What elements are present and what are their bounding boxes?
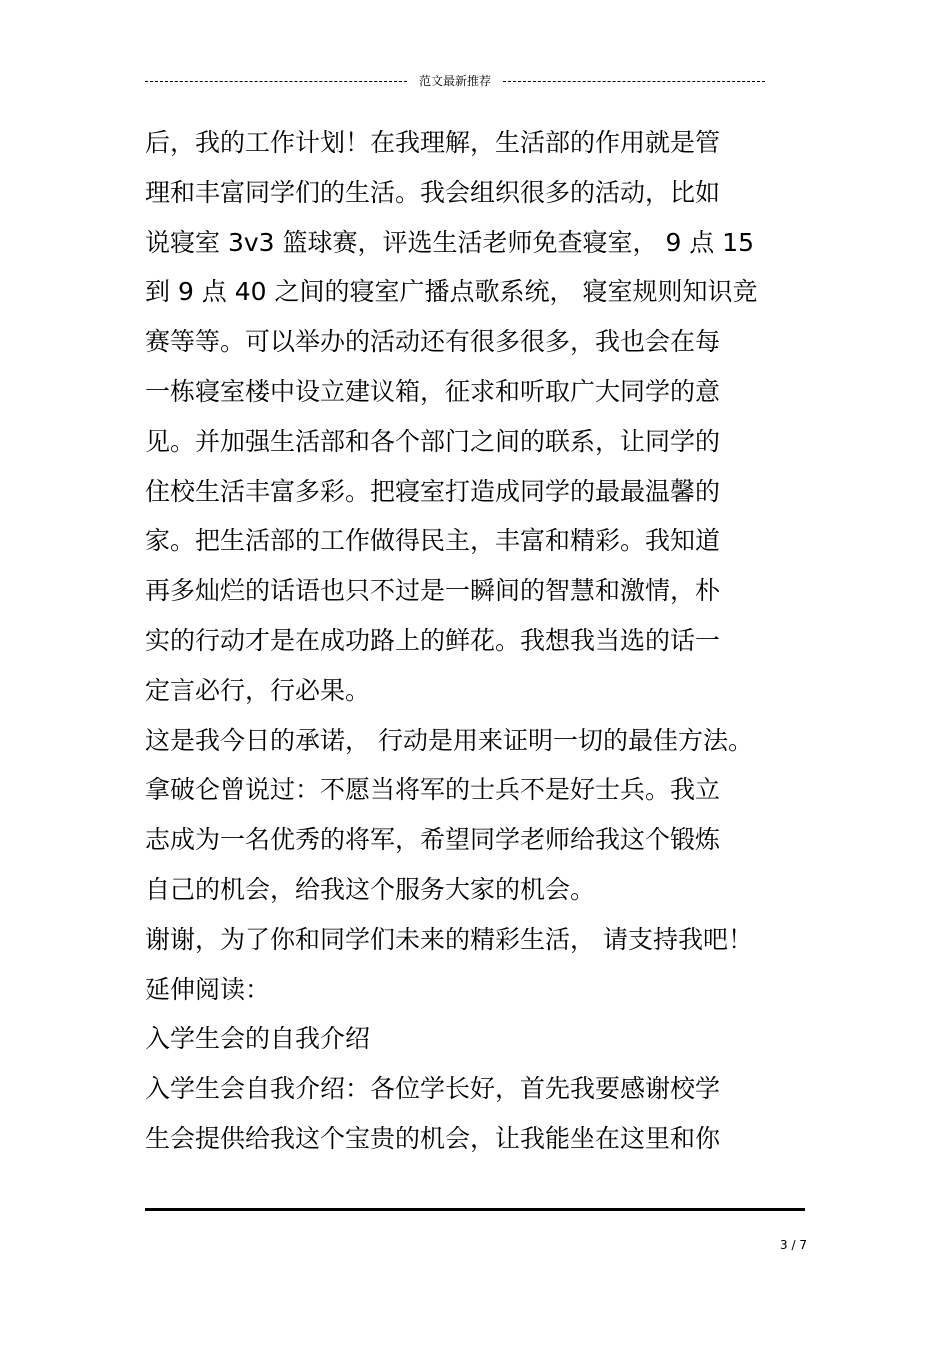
header-dashed-rule-right [503,81,765,82]
text-line: 谢谢，为了你和同学们未来的精彩生活， 请支持我吧！ [145,924,753,954]
text-line: 家。把生活部的工作做得民主，丰富和精彩。我知道 [145,526,721,556]
text-line: 入学生会的自我介绍 [145,1024,371,1054]
text-line: 入学生会自我介绍：各位学长好，首先我要感谢校学 [145,1074,721,1104]
text-line: 志成为一名优秀的将军，希望同学老师给我这个锻炼 [145,825,721,855]
text-line: 生会提供给我这个宝贵的机会，让我能坐在这里和你 [145,1123,721,1153]
header-title: 范文最新推荐 [419,74,492,88]
header-dashed-rule-left [145,81,407,82]
text-line: 定言必行，行必果。 [145,675,371,705]
text-line: 这是我今日的承诺， 行动是用来证明一切的最佳方法。 [145,725,753,755]
text-line: 一栋寝室楼中设立建议箱，征求和听取广大同学的意 [145,376,721,406]
text-line: 到 9 点 40 之间的寝室广播点歌系统， 寝室规则知识竞 [145,277,758,307]
text-line: 后，我的工作计划！在我理解，生活部的作用就是管 [145,128,721,157]
text-line: 理和丰富同学们的生活。我会组织很多的活动，比如 [145,177,721,207]
document-body [145,118,810,1164]
text-line: 再多灿烂的话语也只不过是一瞬间的智慧和激情，朴 [145,576,721,606]
page-number: 3 / 7 [780,1238,807,1252]
text-line: 说寝室 3v3 篮球赛，评选生活老师免查寝室， 9 点 15 [145,227,755,257]
text-line: 自己的机会，给我这个服务大家的机会。 [145,874,596,904]
footer-rule [145,1208,805,1211]
text-line: 实的行动才是在成功路上的鲜花。我想我当选的话一 [145,625,721,655]
page-header [145,70,765,92]
text-line: 拿破仑曾说过：不愿当将军的士兵不是好士兵。我立 [145,775,721,805]
text-line: 住校生活丰富多彩。把寝室打造成同学的最最温馨的 [145,476,721,506]
text-line: 延伸阅读： [145,974,271,1004]
text-line: 见。并加强生活部和各个部门之间的联系，让同学的 [145,426,721,456]
text-line: 赛等等。可以举办的活动还有很多很多，我也会在每 [145,327,721,357]
